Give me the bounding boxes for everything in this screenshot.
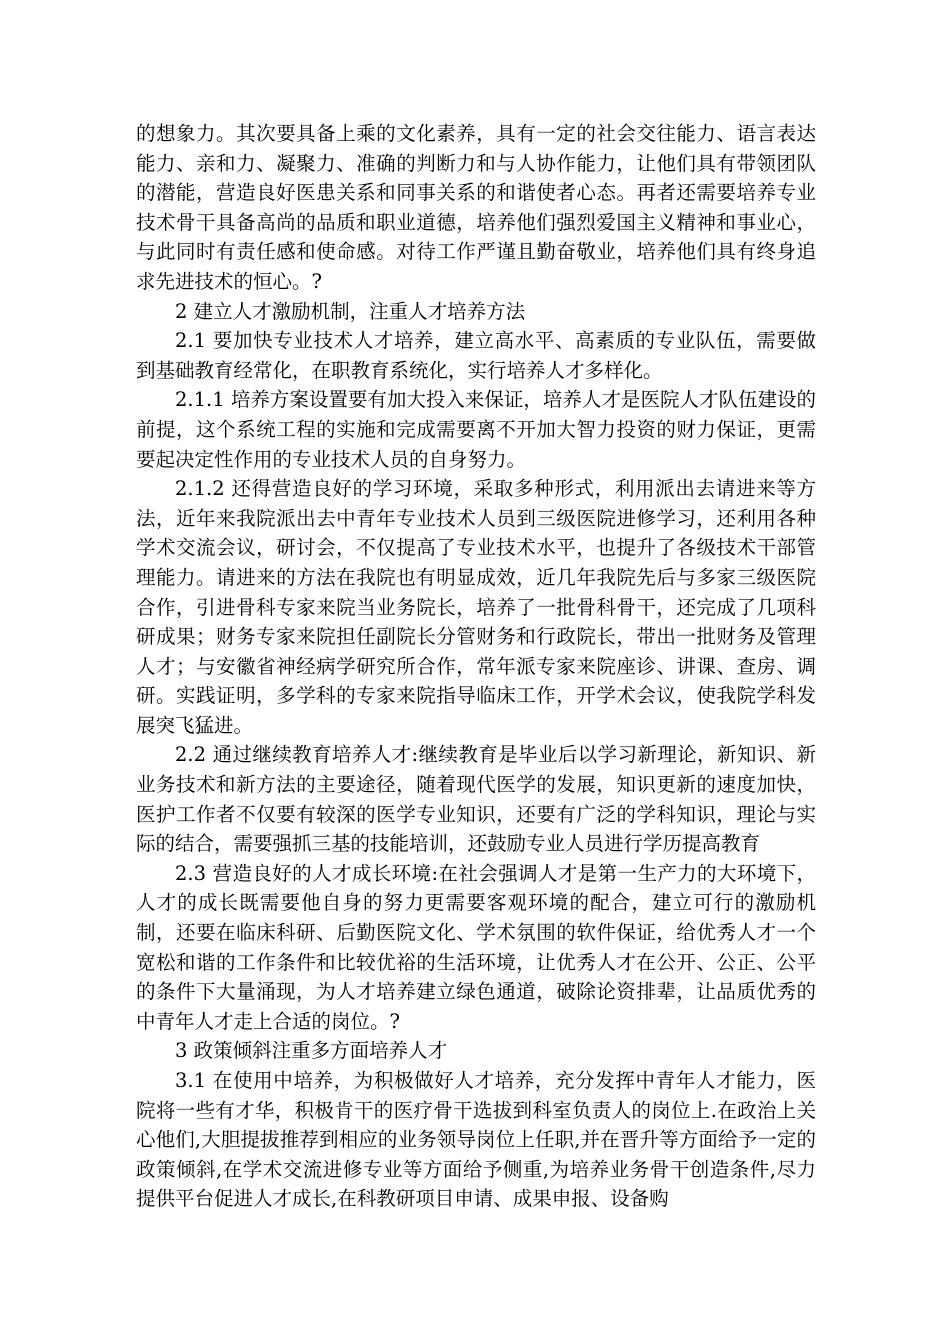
document-body bbox=[136, 119, 816, 1214]
paragraph-2-3: 2.3 营造良好的人才成长环境:在社会强调人才是第一生产力的大环境下，人才的成长既需要他自身的努力更需要客观环境的配合，建立可行的激励机制，还要在临床科研、后勤医院文化、学术氛围的软件保证，给优秀人才一个宽松和谐的工作条件和比较优裕的生活环境，让优秀人才在公开、公正、公平的条件下大量涌现，为人才培养建立绿色通道，破除论资排辈，让品质优秀的中青年人才走上合适的岗位。? bbox=[136, 861, 816, 1033]
section-heading-2: 2 建立人才激励机制，注重人才培养方法 bbox=[175, 299, 526, 323]
paragraph-2-1-2: 2.1.2 还得营造良好的学习环境，采取多种形式，利用派出去请进来等方法，近年来我院派出去中青年专业技术人员到三级医院进修学习，还利用各种学术交流会议，研讨会，不仅提高了专业技术水平，也提升了各级技术干部管理能力。请进来的方法在我院也有明显成效，近几年我院先后与多家三级医院合作，引进骨科专家来院当业务院长，培养了一批骨科骨干，还完成了几项科研成果；财务专家来院担任副院长分管财务和行政院长，带出一批财务及管理人才；与安徽省神经病学研究所合作，常年派专家来院座诊、讲课、查房、调研。实践证明，多学科的专家来院指导临床工作，开学术会议，使我院学科发展突飞猛进。 bbox=[136, 477, 816, 737]
paragraph-continuation: 的想象力。其次要具备上乘的文化素养，具有一定的社会交往能力、语言表达能力、亲和力、凝聚力、准确的判断力和与人协作能力，让他们具有带领团队的潜能，营造良好医患关系和同事关系的和谐使者心态。再者还需要培养专业技术骨干具备高尚的品质和职业道德，培养他们强烈爱国主义精神和事业心，与此同时有责任感和使命感。对待工作严谨且勤奋敬业，培养他们具有终身追求先进技术的恒心。? bbox=[136, 122, 816, 293]
paragraph-2-1: 2.1 要加快专业技术人才培养，建立高水平、高素质的专业队伍，需要做到基础教育经常化，在职教育系统化，实行培养人才多样化。 bbox=[136, 329, 816, 382]
paragraph-3-1: 3.1 在使用中培养，为积极做好人才培养，充分发挥中青年人才能力，医院将一些有才华，积极肯干的医疗骨干选拔到科室负责人的岗位上.在政治上关心他们,大胆提拔推荐到相应的业务领导岗位上任职,并在晋升等方面给予一定的政策倾斜,在学术交流进修专业等方面给予侧重,为培养业务骨干创造条件,尽力提供平台促进人才成长,在科教研项目申请、成果申报、设备购 bbox=[136, 1069, 816, 1211]
paragraph-2-2: 2.2 通过继续教育培养人才:继续教育是毕业后以学习新理论，新知识、新业务技术和新方法的主要途径，随着现代医学的发展，知识更新的速度加快，医护工作者不仅要有较深的医学专业知识，还要有广泛的学科知识，理论与实际的结合，需要强抓三基的技能培训，还鼓励专业人员进行学历提高教育 bbox=[136, 743, 816, 856]
paragraph-2-1-1: 2.1.1 培养方案设置要有加大投入来保证，培养人才是医院人才队伍建设的前提，这个系统工程的实施和完成需要离不开加大智力投资的财力保证，更需要起决定性作用的专业技术人员的自身努力。 bbox=[136, 388, 816, 471]
section-heading-3: 3 政策倾斜注重多方面培养人才 bbox=[175, 1039, 448, 1063]
